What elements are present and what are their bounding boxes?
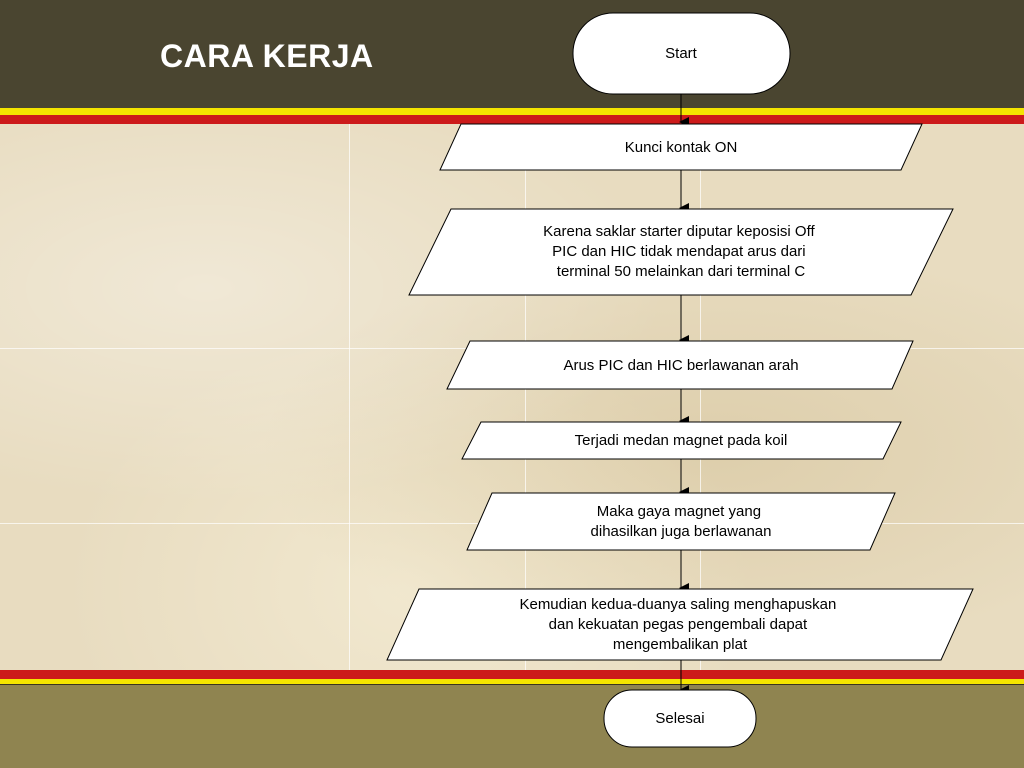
step-text-line: terminal 50 melainkan dari terminal C xyxy=(556,263,806,280)
step-1-label xyxy=(625,139,738,156)
step-2-label xyxy=(543,223,819,280)
process-step-5 xyxy=(467,493,895,550)
step-4-label xyxy=(575,432,788,449)
step-text-line: Karena saklar starter diputar keposisi Off xyxy=(543,223,815,240)
step-text-line: Kemudian kedua-duanya saling menghapuskan xyxy=(519,596,837,613)
step-text-line: dihasilkan juga berlawanan xyxy=(590,523,772,540)
step-text-line: dan kekuatan pegas pengembali dapat xyxy=(548,616,808,633)
step-text-line: Terjadi medan magnet pada koil xyxy=(574,432,788,449)
start-label: Start xyxy=(665,45,697,62)
end-label: Selesai xyxy=(655,710,705,727)
step-text-line: PIC dan HIC tidak mendapat arus dari xyxy=(552,243,806,260)
step-text-line: Arus PIC dan HIC berlawanan arah xyxy=(563,357,799,374)
slide-title: CARA KERJA xyxy=(160,38,374,74)
step-text-line: mengembalikan plat xyxy=(612,636,748,653)
step-3-label xyxy=(563,357,798,374)
step-text-line: Kunci kontak ON xyxy=(624,139,738,156)
step-text-line: Maka gaya magnet yang xyxy=(596,503,762,520)
